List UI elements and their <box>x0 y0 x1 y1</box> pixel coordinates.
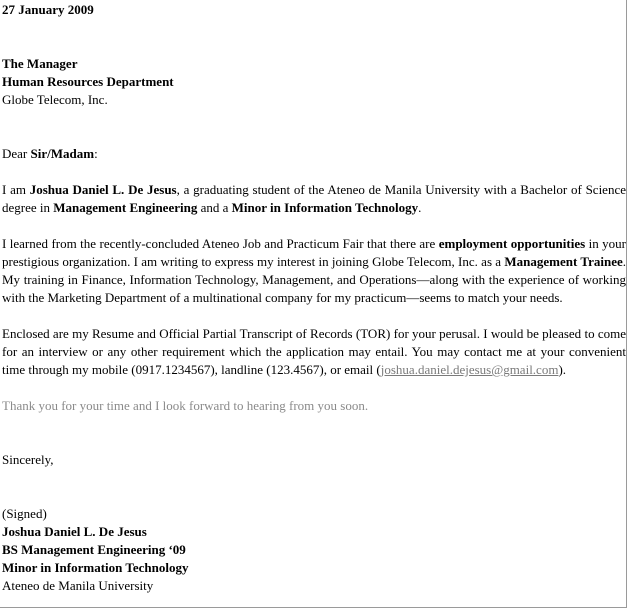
signature-minor: Minor in Information Technology <box>2 560 189 575</box>
paragraph-intro: I am Joshua Daniel L. De Jesus, a graduating student of the Ateneo de Manila University with a Bachelor of Science degree in Management Engineering and a Minor in Information Technology. <box>2 182 626 215</box>
salutation: Dear Sir/Madam: <box>2 146 98 161</box>
closing: Sincerely, <box>2 452 54 467</box>
recipient-block <box>2 55 626 109</box>
recipient-company: Globe Telecom, Inc. <box>2 92 108 107</box>
paragraph-thanks: Thank you for your time and I look forward to hearing from you soon. <box>2 398 369 413</box>
paragraph-enclosure: Enclosed are my Resume and Official Partial Transcript of Records (TOR) for your perusal. I would be pleased to come for an interview or any other requirement which the application may entail. You may contact me at your convenient time through my mobile (0917.1234567), landline (123.4567), or email (joshua.daniel.dejesus@gmail.com). <box>2 326 626 377</box>
salutation-name: Sir/Madam <box>30 146 95 161</box>
signed-note: (Signed) <box>2 506 47 521</box>
signature-name: Joshua Daniel L. De Jesus <box>2 524 147 539</box>
position-title: Management Trainee <box>504 254 623 269</box>
minor-name: Minor in Information Technology <box>231 200 419 215</box>
recipient-department: Human Resources Department <box>2 74 174 89</box>
paragraph-interest: I learned from the recently-concluded Ateneo Job and Practicum Fair that there are employment opportunities in your prestigious organization. I am writing to express my interest in joining Globe Telecom, Inc. as a Management Trainee. My training in Finance, Information Technology, Management, and Operations—along with the experience of working with the Marketing Department of a multinational company for my practicum—seems to match your needs. <box>2 236 626 305</box>
cover-letter <box>2 1 626 595</box>
signature-degree: BS Management Engineering ‘09 <box>2 542 186 557</box>
recipient-title: The Manager <box>2 56 78 71</box>
applicant-name: Joshua Daniel L. De Jesus <box>29 182 177 197</box>
employment-opportunities: employment opportunities <box>438 236 586 251</box>
email-link[interactable]: joshua.daniel.dejesus@gmail.com <box>380 362 559 377</box>
degree-name: Management Engineering <box>53 200 198 215</box>
signature-block <box>2 505 626 595</box>
signature-school: Ateneo de Manila University <box>2 578 154 593</box>
letter-date: 27 January 2009 <box>2 2 94 17</box>
